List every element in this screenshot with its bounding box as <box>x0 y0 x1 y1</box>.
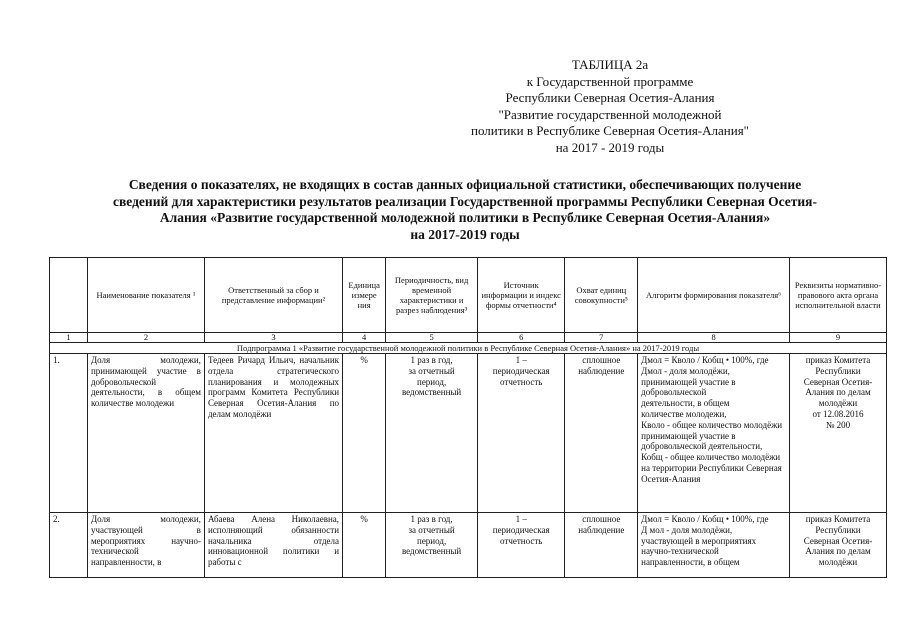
responsible-person: Тедеев Ричард Ильич, начальник отдела стратегического планирования и молодежных программ Комитета Республики Северная Осетия-Алания по делам молодёжи <box>204 354 342 513</box>
responsible-person: Абаева Алена Николаевна, исполняющий обязанности начальника отдела инновационной политики и работы с <box>204 513 342 578</box>
column-number: 9 <box>789 333 886 343</box>
table-caption <box>445 57 775 156</box>
column-number: 2 <box>87 333 204 343</box>
column-number: 4 <box>343 333 386 343</box>
unit-of-measure: % <box>343 513 386 578</box>
subprogram-row <box>50 343 887 354</box>
coverage: сплошное наблюдение <box>565 354 638 513</box>
column-number: 1 <box>50 333 88 343</box>
column-number: 7 <box>565 333 638 343</box>
indicators-table <box>49 257 887 578</box>
caption-line: ТАБЛИЦА 2а <box>571 57 649 72</box>
information-source: 1 – периодическая отчетность <box>477 513 564 578</box>
coverage: сплошное наблюдение <box>565 513 638 578</box>
periodicity: 1 раз в год, за отчетный период, ведомственный <box>386 354 478 513</box>
row-number: 2. <box>50 513 88 578</box>
table-row <box>50 513 887 578</box>
legal-act: приказ Комитета Республики Северная Осетия- Алания по делам молодёжи <box>789 513 886 578</box>
header-cell-act: Реквизиты нормативно-правового акта органа исполнительной власти <box>789 258 886 333</box>
legal-act: приказ Комитета Республики Северная Осетия- Алания по делам молодёжи от 12.08.2016 № 200 <box>789 354 886 513</box>
algorithm: Дмол = Кволо / Кобщ • 100%, где Дмол - доля молодёжи, принимающей участие в добровольческой деятельности, в общем количестве молодежи, Кволо - общее количество молодёжи принимающей участие в добровольческой деятельности, Кобщ - общее количество молодёжи на территории Республики Северная Осетия-Алания <box>638 354 790 513</box>
column-number: 6 <box>477 333 564 343</box>
caption-line: "Развитие государственной молодежной <box>498 106 722 122</box>
caption-line: к Государственной программе <box>526 73 694 89</box>
header-cell-periodicity: Периодичность, вид временной характеристики и разрез наблюдения³ <box>386 258 478 333</box>
unit-of-measure: % <box>343 354 386 513</box>
algorithm: Дмол = Кволо / Кобщ • 100%, где Д мол - доля молодёжи, участвующей в мероприятиях научно-технической направленности, в общем <box>638 513 790 578</box>
header-cell-unit: Единица измере ния <box>343 258 386 333</box>
column-number: 8 <box>638 333 790 343</box>
title-line: сведений для характеристики результатов реализации Государственной программы Республики Северная Осетия- <box>113 193 817 209</box>
periodicity: 1 раз в год, за отчетный период, ведомственный <box>386 513 478 578</box>
column-number-row <box>50 333 887 343</box>
table-row <box>50 354 887 513</box>
column-number: 5 <box>386 333 478 343</box>
column-number: 3 <box>204 333 342 343</box>
caption-line: политики в Республике Северная Осетия-Алания" <box>470 123 749 138</box>
title-line: на 2017-2019 годы <box>410 226 520 242</box>
header-cell-coverage: Охват единиц совокупности⁵ <box>565 258 638 333</box>
title-line: Алания «Развитие государственной молодежной политики в Республике Северная Осетия-Алания» <box>159 210 771 225</box>
header-cell-source: Источник информации и индекс формы отчетности⁴ <box>477 258 564 333</box>
caption-line: на 2017 - 2019 годы <box>555 139 665 155</box>
indicator-name: Доля молодежи, участвующей в мероприятиях научно-технической направленности, в <box>87 513 204 578</box>
information-source: 1 – периодическая отчетность <box>477 354 564 513</box>
table-header-row <box>50 258 887 333</box>
title-line: Сведения о показателях, не входящих в состав данных официальной статистики, обеспечивающих получение <box>128 177 802 192</box>
row-number: 1. <box>50 354 88 513</box>
header-cell-name: Наименование показателя ¹ <box>87 258 204 333</box>
indicator-name: Доля молодежи, принимающей участие в добровольческой деятельности, в общем количестве молодежи <box>87 354 204 513</box>
header-cell-num <box>50 258 88 333</box>
document-title <box>50 177 880 243</box>
caption-line: Республики Северная Осетия-Алания <box>505 90 715 105</box>
header-cell-algorithm: Алгоритм формирования показателя⁶ <box>638 258 790 333</box>
subprogram-title: Подпрограмма 1 «Развитие государственной молодежной политики в Республике Северная Осетия-Алания» на 2017-2019 годы <box>50 343 887 354</box>
header-cell-responsible: Ответственный за сбор и представление информации² <box>204 258 342 333</box>
